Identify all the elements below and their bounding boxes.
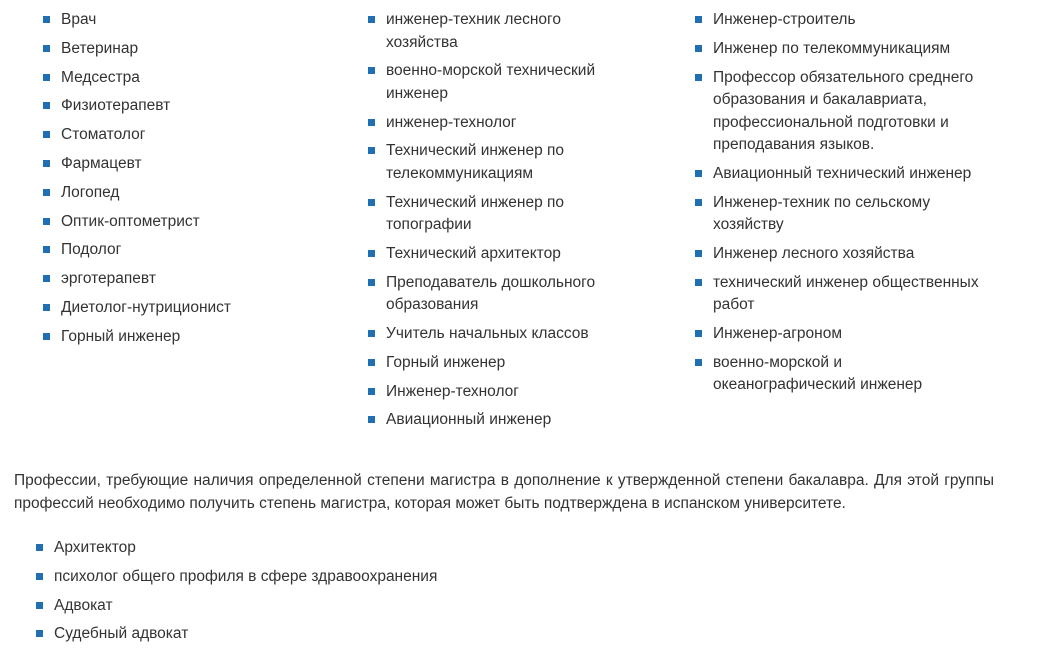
square-bullet-icon: [36, 630, 43, 637]
list-item-text: Горный инженер: [386, 353, 506, 371]
list-item-text: эрготерапевт: [61, 270, 156, 288]
square-bullet-icon: [43, 218, 50, 225]
list-item-text: военно-морской технический инженер: [386, 62, 596, 102]
list-item: [365, 192, 636, 237]
square-bullet-icon: [695, 45, 702, 52]
professions-column-1: [40, 9, 340, 355]
list-item-text: Инженер-строитель: [713, 11, 856, 28]
square-bullet-icon: [695, 16, 702, 23]
square-bullet-icon: [368, 199, 375, 206]
list-item: [365, 323, 636, 346]
list-item-text: Инженер по телекоммуникациям: [713, 39, 951, 57]
square-bullet-icon: [368, 67, 375, 74]
list-item: [40, 239, 340, 262]
square-bullet-icon: [43, 45, 50, 52]
list-item: [692, 163, 983, 186]
masters-professions-column: [33, 537, 633, 652]
professions-list-3: [692, 9, 992, 397]
list-item-text: Оптик-оптометрист: [61, 212, 200, 230]
list-item-text: военно-морской и океанографический инженер: [713, 353, 923, 394]
square-bullet-icon: [368, 16, 375, 23]
list-item: [40, 124, 340, 147]
list-item-text: Авиационный технический инженер: [713, 164, 972, 182]
square-bullet-icon: [695, 170, 702, 177]
list-item-text: Стоматолог: [61, 126, 146, 144]
list-item-text: Адвокат: [54, 596, 113, 614]
square-bullet-icon: [695, 330, 702, 337]
list-item-text: Врач: [61, 11, 97, 28]
square-bullet-icon: [43, 131, 50, 138]
list-item: [40, 268, 340, 291]
square-bullet-icon: [695, 359, 702, 366]
square-bullet-icon: [36, 573, 43, 580]
list-item: [40, 153, 340, 176]
square-bullet-icon: [43, 275, 50, 282]
list-item: [692, 272, 983, 317]
professions-column-3: [692, 9, 992, 403]
list-item-text: Технический инженер по топографии: [386, 193, 565, 234]
list-item: [40, 67, 340, 90]
square-bullet-icon: [43, 304, 50, 311]
list-item: [365, 352, 636, 375]
list-item-text: Авиационный инженер: [386, 411, 552, 429]
list-item-text: психолог общего профиля в сфере здравоохранения: [54, 567, 438, 585]
square-bullet-icon: [368, 279, 375, 286]
list-item: [40, 211, 340, 234]
list-item: [365, 60, 636, 105]
square-bullet-icon: [695, 74, 702, 81]
professions-list-1: [40, 9, 340, 348]
list-item: [40, 38, 340, 61]
square-bullet-icon: [368, 388, 375, 395]
square-bullet-icon: [43, 246, 50, 253]
list-item-text: Инженер лесного хозяйства: [713, 244, 915, 262]
list-item-text: Архитектор: [54, 539, 136, 556]
list-item-text: Преподаватель дошкольного образования: [386, 273, 596, 314]
professions-list-2: [365, 9, 665, 432]
list-item-text: Логопед: [61, 183, 120, 201]
list-item: [365, 243, 636, 266]
square-bullet-icon: [43, 333, 50, 340]
list-item-text: Учитель начальных классов: [386, 325, 589, 343]
list-item-text: Судебный адвокат: [54, 625, 189, 643]
square-bullet-icon: [695, 250, 702, 257]
square-bullet-icon: [36, 602, 43, 609]
square-bullet-icon: [368, 147, 375, 154]
list-item: [40, 182, 340, 205]
list-item: [692, 243, 983, 266]
list-item-text: Подолог: [61, 241, 122, 259]
list-item: [692, 38, 983, 61]
list-item-text: инженер-технолог: [386, 113, 517, 131]
list-item: [692, 67, 983, 157]
list-item: [33, 566, 633, 589]
square-bullet-icon: [368, 119, 375, 126]
list-item-text: инженер-техник лесного хозяйства: [386, 11, 561, 51]
list-item: [40, 326, 340, 349]
list-item: [692, 352, 983, 397]
list-item: [365, 112, 636, 135]
list-item: [365, 381, 636, 404]
list-item: [33, 595, 633, 618]
square-bullet-icon: [368, 359, 375, 366]
list-item: [365, 140, 636, 185]
list-item: [40, 9, 340, 32]
square-bullet-icon: [43, 189, 50, 196]
list-item: [365, 272, 636, 317]
list-item-text: Фармацевт: [61, 154, 142, 172]
list-item: [692, 9, 983, 32]
list-item-text: Диетолог-нутриционист: [61, 298, 232, 316]
list-item-text: Инженер-агроном: [713, 325, 843, 343]
list-item-text: Технический архитектор: [386, 244, 561, 262]
list-item: [692, 192, 983, 237]
list-item: [33, 537, 633, 560]
list-item-text: Профессор обязательного среднего образования и бакалавриата, профессиональной подготовки и преподавания языков.: [713, 68, 974, 154]
list-item: [33, 623, 633, 646]
list-item-text: технический инженер общественных работ: [713, 273, 979, 314]
square-bullet-icon: [368, 330, 375, 337]
square-bullet-icon: [695, 199, 702, 206]
square-bullet-icon: [43, 160, 50, 167]
square-bullet-icon: [43, 16, 50, 23]
list-item-text: Инженер-техник по сельскому хозяйству: [713, 193, 931, 234]
square-bullet-icon: [368, 250, 375, 257]
list-item: [365, 9, 636, 54]
list-item-text: Медсестра: [61, 68, 140, 86]
square-bullet-icon: [695, 279, 702, 286]
list-item: [40, 95, 340, 118]
list-item: [365, 409, 636, 432]
list-item-text: Ветеринар: [61, 39, 139, 57]
list-item: [692, 323, 983, 346]
list-item-text: Технический инженер по телекоммуникациям: [386, 142, 565, 182]
list-item-text: Инженер-технолог: [386, 382, 519, 400]
square-bullet-icon: [43, 74, 50, 81]
square-bullet-icon: [43, 102, 50, 109]
square-bullet-icon: [368, 416, 375, 423]
masters-requirement-paragraph: Профессии, требующие наличия определенной степени магистра в дополнение к утвержденной степени бакалавра. Для этой группы профессий необходимо получить степень магистра, которая может быть подтверждена в испанском университете.: [14, 472, 994, 512]
list-item: [40, 297, 340, 320]
list-item-text: Горный инженер: [61, 327, 181, 345]
professions-column-2: [365, 9, 665, 438]
square-bullet-icon: [36, 544, 43, 551]
masters-professions-list: [33, 537, 633, 646]
list-item-text: Физиотерапевт: [61, 97, 171, 115]
